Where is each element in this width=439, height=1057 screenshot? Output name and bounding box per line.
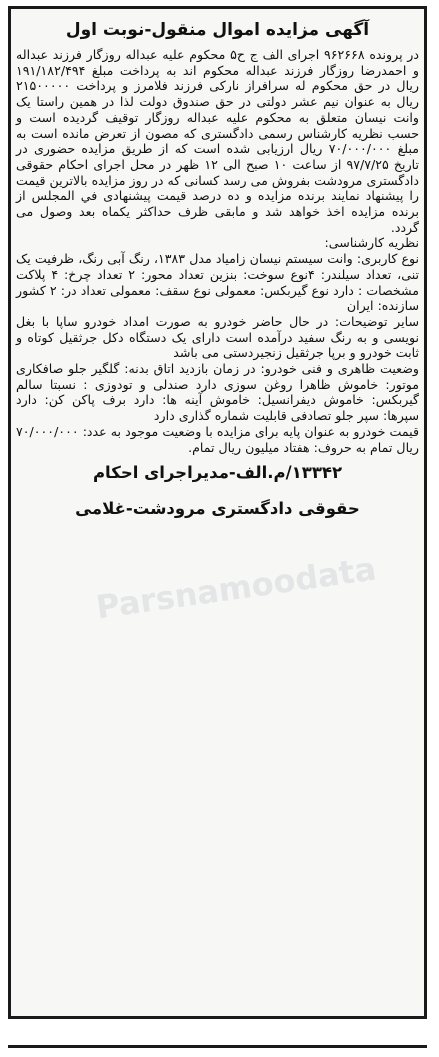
signature-line-2: حقوقی دادگستری مرودشت-غلامی [75,499,360,519]
vehicle-condition-paragraph: وضعیت ظاهری و فنی خودرو: در زمان بازدید اتاق بدنه: گلگیر جلو صافکاری موتور: خاموش ظاهرا روغن سوزی دارد صندلی و تودوزی : نسبتا سالم گیربکس: خاموش دیفرانسیل: خاموش آینه ها: دارد برف پاکن کن: دارد سپرها: سپر جلو تصادفی قابلیت شماره گذاری دارد [16,361,419,424]
base-price-paragraph: قیمت خودرو به عنوان پایه برای مزایده با وضعیت موجود به عدد: ۷۰/۰۰۰/۰۰۰ ریال تمام به حروف: هفتاد میلیون ریال تمام. [16,423,419,455]
notice-content [16,11,419,1014]
other-description-paragraph: سایر توضیحات: در حال حاضر خودرو به صورت امداد خودرو ساپا با بغل نویسی و به رنگ سفید درآمده است دارای یک دستگاه دکل جرثقیل کوتاه و ثابت خودرو و برپا جرثقیل زنجیردستی می باشد [16,313,419,361]
notice-frame [8,6,427,1019]
signature-line-1: ۱۳۳۴۲/م.الف-مدیراجرای احکام [92,463,343,483]
watermark: Parsnamoodata [93,549,379,627]
expert-opinion-heading: نظریه کارشناسی: [324,235,419,251]
vehicle-usage-paragraph: نوع کاربری: وانت سیستم نیسان زامیاد مدل ۱۳۸۳، رنگ آبی رنگ، ظرفیت یک تنی، تعداد سیلندر: ۴نوع سوخت: بنزین تعداد محور: ۲ تعداد چرخ: ۴ پلاکت مشخصات : دارد نوع گیربکس: معمولی نوع سقف: معمولی تعداد در: ۲ کشور سازنده: ایران [16,251,420,314]
notice-title: آگهی مزایده اموال منقول-نوبت اول [65,20,370,40]
next-notice-top-border [8,1045,427,1048]
notice-body-paragraph: در پرونده ۹۶۲۶۶۸ اجرای الف ج ح۵ محکوم علیه عبداله روزگار فرزند عبداله و احمدرضا روزگار فرزند عبداله محکوم اند به پرداخت مبلغ ۱۹۱/۱۸۲/۴۹۴ ریال در حق محکوم له سرافراز نارکی فرزند فلامرز و پرداخت ۲۱۵۰۰۰۰۰ ریال به عنوان نیم عشر دولتی در حق صندوق دولت لذا در همین راستا یک وانت نیسان متعلق به محکوم علیه عبداله روزگار توقیف گردیده است و حسب نظریه کارشناس رسمی دادگستری که مصون از تعرض مانده است به مبلغ ۷۰/۰۰۰/۰۰۰ ریال ارزیابی شده است که از طریق مزایده حضوری در تاریخ ۹۷/۷/۲۵ از ساعت ۱۰ صبح الی ۱۲ ظهر در محل اجرای احکام حقوقی دادگستری مرودشت بفروش می رسد کسانی که در روز مزایده بالاترین قیمت را پیشنهاد نمایند برنده مزایده و ده درصد قیمت پیشنهادی في المجلس از برنده مزایده اخذ خواهد شد و مابقی ظرف حداکثر یکماه بعد وصول می گردد. [16,47,420,235]
